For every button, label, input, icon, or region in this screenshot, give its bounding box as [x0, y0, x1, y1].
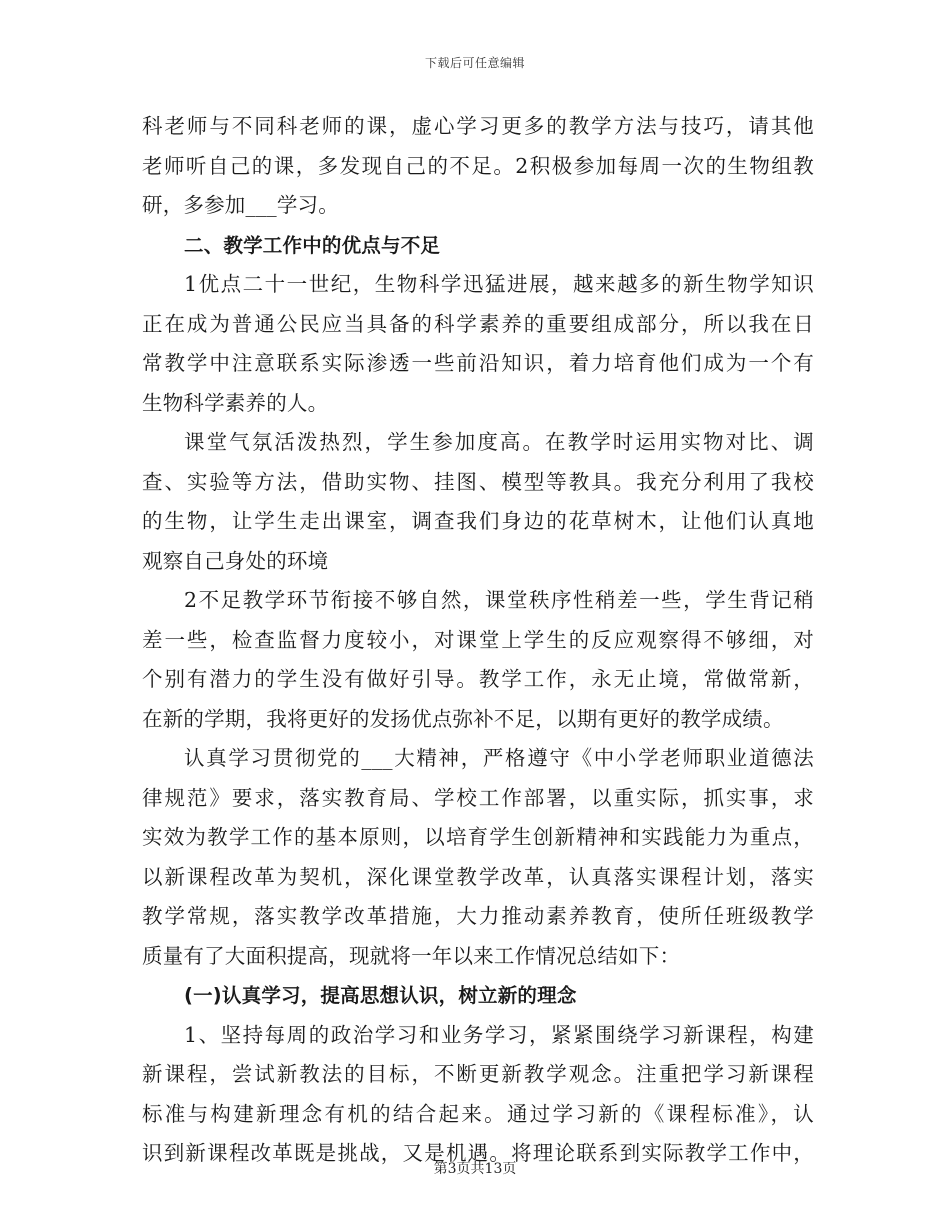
text-line: 观察自己身处的环境	[142, 548, 329, 573]
page-header-note: 下载后可任意编辑	[424, 56, 525, 70]
section-heading: 二、教学工作中的优点与不足	[184, 233, 441, 257]
text-line: 2不足教学环节衔接不够自然，课堂秩序性稍差一些，学生背记稍	[184, 588, 814, 612]
text-line: 标准与构建新理念有机的结合起来。通过学习新的《课程标准》，认	[142, 1101, 814, 1126]
text-line: 认真学习贯彻党的___大精神，严格遵守《中小学老师职业道德法	[184, 746, 814, 770]
text-line: 常教学中注意联系实际渗透一些前沿知识，着力培育他们成为一个有	[142, 351, 814, 375]
text-line: 质量有了大面积提高，现就将一年以来工作情况总结如下：	[142, 943, 681, 968]
text-line: 老师听自己的课，多发现自己的不足。2积极参加每周一次的生物组教	[142, 153, 814, 178]
page-number: 第3页共13页	[433, 1161, 517, 1177]
text-line: 科老师与不同科老师的课，虚心学习更多的教学方法与技巧，请其他	[142, 114, 814, 138]
text-line: 以新课程改革为契机，深化课堂教学改革，认真落实课程计划，落实	[142, 864, 814, 889]
text-line: 在新的学期，我将更好的发扬优点弥补不足，以期有更好的教学成绩。	[142, 706, 784, 731]
section-heading: (一)认真学习，提高思想认识，树立新的理念	[184, 984, 577, 1007]
text-line: 正在成为普通公民应当具备的科学素养的重要组成部分，所以我在日	[142, 311, 814, 336]
text-line: 教学常规，落实教学改革措施，大力推动素养教育，使所任班级教学	[142, 904, 814, 928]
text-line: 1、坚持每周的政治学习和业务学习，紧紧围绕学习新课程，构建	[184, 1022, 814, 1047]
text-line: 差一些，检查监督力度较小，对课堂上学生的反应观察得不够细，对	[142, 627, 814, 652]
text-line: 研，多参加___学习。	[142, 193, 339, 217]
text-line: 1优点二十一世纪，生物科学迅猛进展，越来越多的新生物学知识	[184, 272, 814, 296]
text-line: 实效为教学工作的基本原则，以培育学生创新精神和实践能力为重点，	[142, 825, 814, 849]
text-line: 新课程，尝试新教法的目标，不断更新教学观念。注重把学习新课程	[142, 1062, 814, 1086]
text-line: 课堂气氛活泼热烈，学生参加度高。在教学时运用实物对比、调	[184, 430, 814, 454]
text-line: 生物科学素养的人。	[142, 390, 329, 415]
text-line: 查、实验等方法，借助实物、挂图、模型等教具。我充分利用了我校	[142, 469, 814, 494]
text-line: 的生物，让学生走出课室，调查我们身边的花草树木，让他们认真地	[142, 509, 814, 533]
text-line: 个别有潜力的学生没有做好引导。教学工作，永无止境，常做常新，	[142, 667, 814, 691]
text-line: 识到新课程改革既是挑战，又是机遇。将理论联系到实际教学工作中，	[142, 1141, 814, 1165]
text-line: 律规范》要求，落实教育局、学校工作部署，以重实际，抓实事，求	[142, 785, 814, 810]
document-body	[142, 107, 814, 1174]
